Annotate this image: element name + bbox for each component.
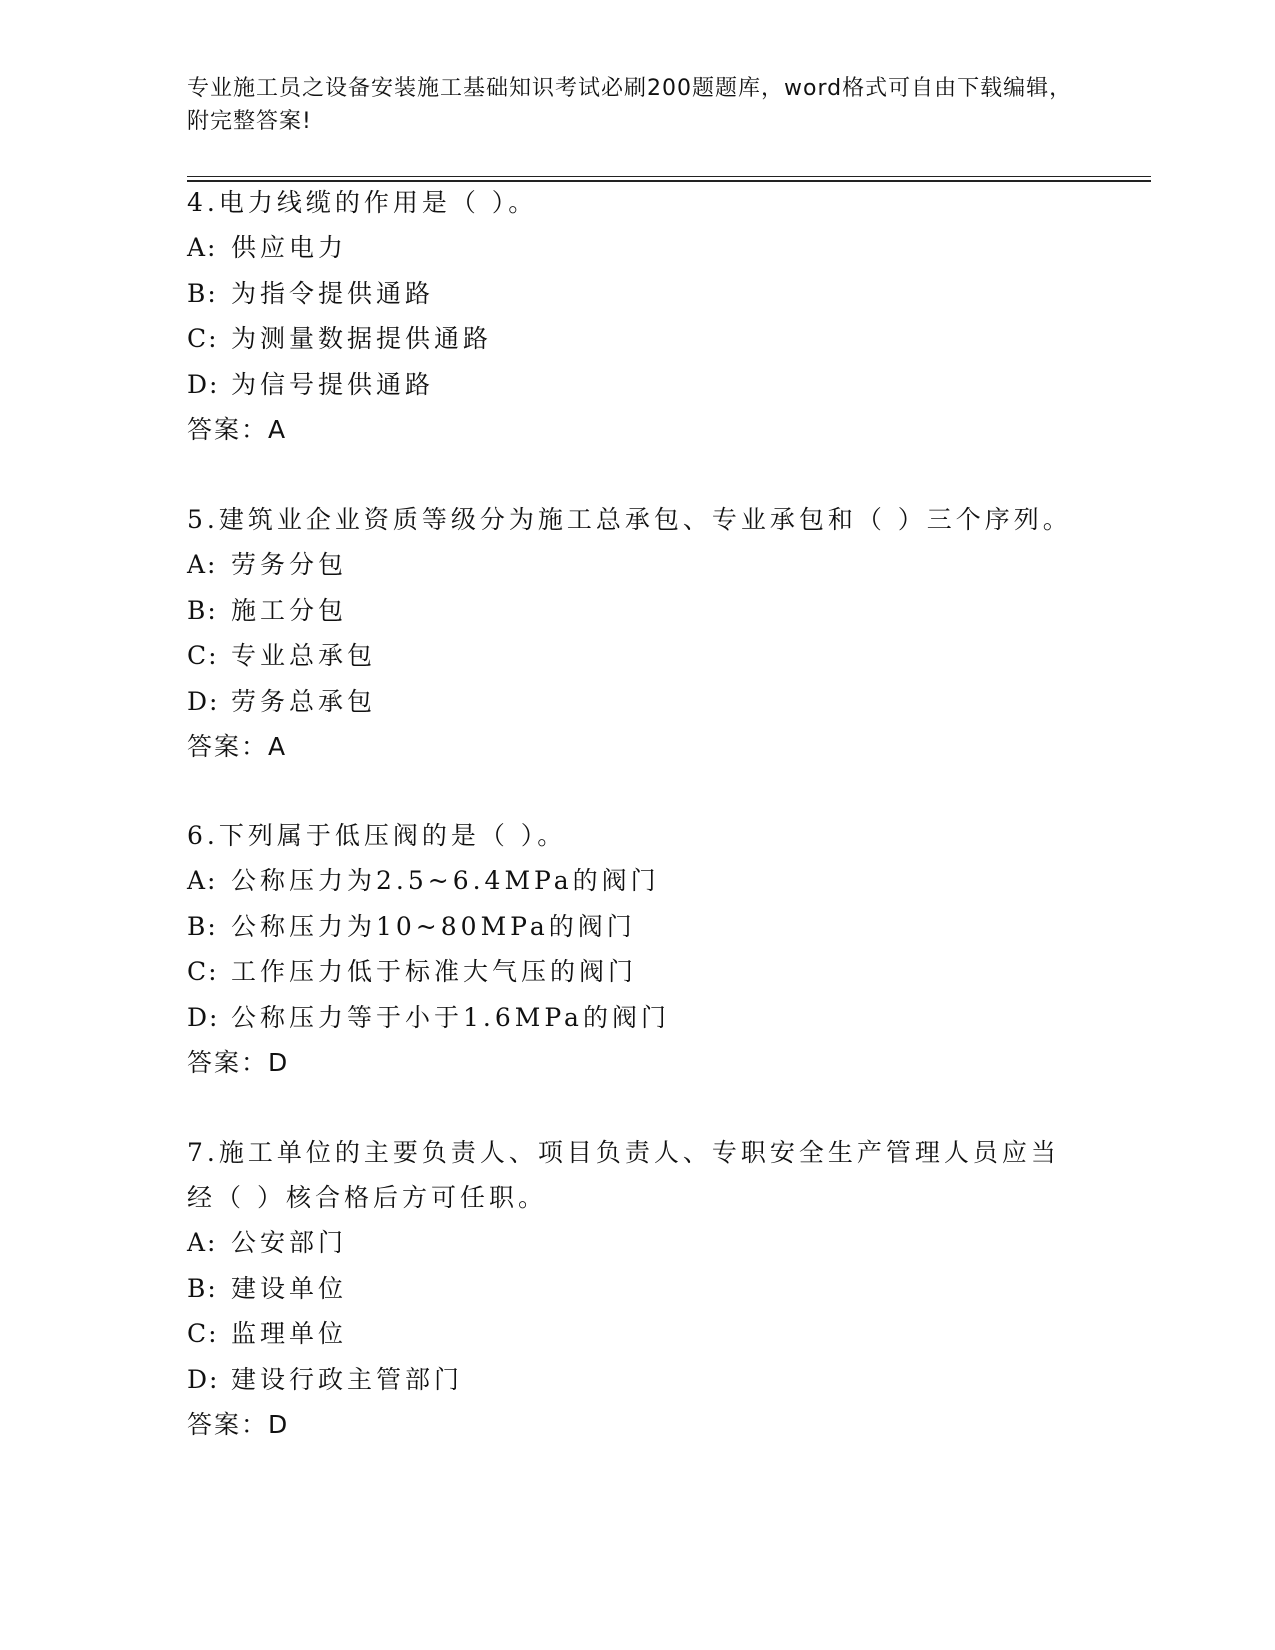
question-7	[187, 1130, 1067, 1447]
option-letter: C:	[187, 1319, 219, 1348]
answer-line: 答案：A	[187, 415, 288, 444]
option-d	[187, 995, 1087, 1041]
option-text: 专业总承包	[231, 641, 377, 670]
option-letter: C:	[187, 641, 219, 670]
option-c	[187, 633, 1087, 679]
option-letter: A:	[187, 866, 218, 895]
option-b	[187, 904, 1087, 950]
option-a	[187, 542, 1087, 588]
option-letter: D:	[187, 1364, 220, 1394]
option-text: 监理单位	[231, 1319, 348, 1348]
answer-line: 答案：D	[187, 1048, 290, 1077]
question-stem: 6.下列属于低压阀的是（ ）。	[187, 821, 567, 850]
option-letter: A:	[187, 233, 218, 262]
option-text: 供应电力	[231, 233, 348, 262]
option-a	[187, 1220, 1067, 1266]
question-stem: 4.电力线缆的作用是（ ）。	[187, 188, 538, 217]
option-letter: A:	[187, 1228, 218, 1257]
option-text: 建设单位	[231, 1273, 348, 1303]
option-text: 公称压力为10~80MPa的阀门	[231, 911, 636, 941]
option-d	[187, 362, 1087, 408]
option-text: 公安部门	[231, 1228, 348, 1257]
option-a	[187, 858, 1087, 904]
option-text: 为指令提供通路	[231, 278, 435, 308]
question-4	[187, 180, 1087, 452]
option-letter: B:	[187, 1273, 218, 1303]
option-letter: A:	[187, 550, 218, 579]
option-text: 为测量数据提供通路	[231, 324, 493, 353]
option-c	[187, 316, 1087, 362]
question-5	[187, 497, 1087, 769]
option-letter: B:	[187, 595, 218, 625]
option-text: 为信号提供通路	[231, 369, 435, 399]
option-text: 公称压力等于小于1.6MPa的阀门	[231, 1002, 670, 1032]
question-stem: 7.施工单位的主要负责人、项目负责人、专职安全生产管理人员应当经（ ）核合格后方可任职。	[187, 1138, 1060, 1212]
option-b	[187, 1266, 1067, 1312]
option-letter: D:	[187, 1002, 220, 1032]
answer-line: 答案：D	[187, 1410, 290, 1439]
header-divider-thin	[187, 176, 1151, 177]
option-text: 建设行政主管部门	[231, 1364, 464, 1394]
header-title: 专业施工员之设备安装施工基础知识考试必刷200题题库，word格式可自由下载编辑，附完整答案!	[187, 76, 1073, 134]
option-b	[187, 271, 1087, 317]
document-header	[187, 72, 1087, 138]
option-letter: D:	[187, 686, 220, 716]
option-d	[187, 1357, 1067, 1403]
option-text: 劳务分包	[231, 550, 348, 579]
option-c	[187, 949, 1087, 995]
option-c	[187, 1311, 1067, 1357]
option-b	[187, 588, 1087, 634]
option-a	[187, 225, 1087, 271]
option-letter: B:	[187, 278, 218, 308]
option-text: 公称压力为2.5~6.4MPa的阀门	[231, 866, 660, 895]
option-text: 工作压力低于标准大气压的阀门	[231, 957, 638, 986]
option-letter: C:	[187, 324, 219, 353]
option-text: 施工分包	[231, 595, 348, 625]
option-letter: B:	[187, 911, 218, 941]
question-6	[187, 813, 1087, 1085]
answer-line: 答案：A	[187, 732, 288, 761]
option-letter: C:	[187, 957, 219, 986]
option-d	[187, 679, 1087, 725]
option-letter: D:	[187, 369, 220, 399]
question-stem: 5.建筑业企业资质等级分为施工总承包、专业承包和（ ）三个序列。	[187, 505, 1072, 534]
option-text: 劳务总承包	[231, 686, 377, 716]
